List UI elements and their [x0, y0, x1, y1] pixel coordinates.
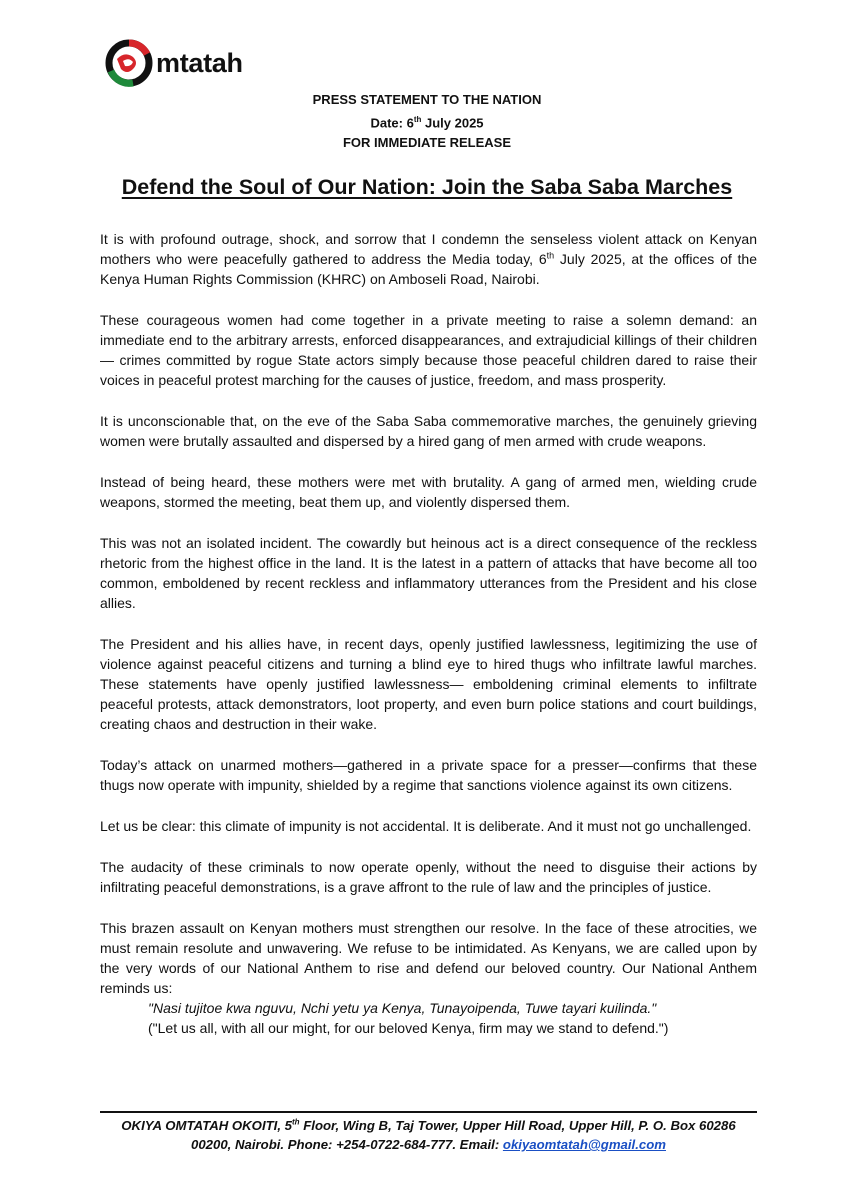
footer-line-1-sup: th [292, 1117, 300, 1127]
statement-body [100, 229, 757, 1038]
header-date-suffix: July 2025 [421, 115, 484, 131]
paragraph-10: This brazen assault on Kenyan mothers must strengthen our resolve. In the face of these atrocities, we must remain resolute and unwavering. We refuse to be intimidated. As Kenyans, we are called upon by the very words of our National Anthem to rise and defend our beloved country. Our National Anthem reminds us: [100, 920, 757, 996]
paragraph-3: It is unconscionable that, on the eve of the Saba Saba commemorative marches, the genuinely grieving women were brutally assaulted and dispersed by a hired gang of men armed with crude weapons. [100, 413, 757, 449]
paragraph-6: The President and his allies have, in recent days, openly justified lawlessness, legitimizing the use of violence against peaceful citizens and turning a blind eye to hired thugs who infiltrate lawful marches. These statements have openly justified lawlessness— emboldening criminal elements to infiltrate peaceful protests, attack demonstrators, loot property, and even burn police stations and court buildings, creating chaos and destruction in their wake. [100, 636, 757, 732]
header-date-prefix: Date: 6 [370, 115, 414, 131]
footer-line-1-b: Floor, Wing B, Taj Tower, Upper Hill Road, Upper Hill, P. O. Box 60286 [299, 1118, 736, 1133]
footer-address [100, 1116, 757, 1135]
page-title: Defend the Soul of Our Nation: Join the Saba Saba Marches [121, 175, 733, 199]
paragraph-2: These courageous women had come together in a private meeting to raise a solemn demand: an immediate end to the arbitrary arrests, enforced disappearances, and extrajudicial killings of their children — crimes committed by rogue State actors simply because those peaceful children dared to raise their voices in peaceful protest marching for the causes of justice, freedom, and mass prosperity. [100, 312, 757, 388]
footer-line-1-a: OKIYA OMTATAH OKOITI, 5 [121, 1118, 292, 1133]
footer-phone-email [100, 1135, 757, 1154]
paragraph-1 [100, 229, 757, 289]
paragraph-9: The audacity of these criminals to now operate openly, without the need to disguise their actions by infiltrating peaceful demonstrations, is a grave affront to the rule of law and the principles of justice. [100, 859, 757, 895]
header-date-sup: th [413, 115, 422, 124]
paragraph-1-part-a: It is with profound outrage, shock, and sorrow that I condemn the senseless violent attack on Kenyan mothers who were peacefully gathered to address the Media today, 6 [100, 231, 757, 267]
paragraph-1-sup: th [546, 250, 555, 261]
logo [103, 37, 243, 89]
footer-line-2: 00200, Nairobi. Phone: +254-0722-684-777. Email: [191, 1137, 503, 1152]
footer-divider [100, 1111, 757, 1113]
anthem-swahili: "Nasi tujitoe kwa nguvu, Nchi yetu ya Kenya, Tunayoipenda, Tuwe tayari kuilinda." [148, 1000, 657, 1016]
paragraph-1-part-b: July 2025, at the offices of the Kenya Human Rights Commission (KHRC) on Amboseli Road, Nairobi. [100, 251, 758, 287]
logo-emblem-icon [103, 37, 155, 89]
paragraph-4: Instead of being heard, these mothers were met with brutality. A gang of armed men, wielding crude weapons, stormed the meeting, beat them up, and violently dispersed them. [100, 474, 757, 510]
paragraph-8: Let us be clear: this climate of impunity is not accidental. It is deliberate. And it must not go unchallenged. [100, 818, 752, 834]
paragraph-5: This was not an isolated incident. The cowardly but heinous act is a direct consequence of the reckless rhetoric from the highest office in the land. It is the latest in a pattern of attacks that have become all too common, emboldened by recent reckless and inflammatory utterances from the President and his close allies. [100, 535, 757, 611]
logo-text: mtatah [156, 47, 243, 78]
anthem-english: ("Let us all, with all our might, for our beloved Kenya, firm may we stand to defend.") [148, 1020, 669, 1036]
press-header [0, 90, 854, 153]
header-date [0, 110, 854, 133]
header-line-3: FOR IMMEDIATE RELEASE [342, 135, 512, 151]
email-link[interactable]: okiyaomtatah@gmail.com [502, 1137, 666, 1152]
footer-contact [100, 1116, 757, 1154]
paragraph-7: Today’s attack on unarmed mothers—gathered in a private space for a presser—confirms that these thugs now operate with impunity, shielded by a regime that sanctions violence against its own citizens. [100, 757, 757, 793]
header-line-1: PRESS STATEMENT TO THE NATION [312, 92, 542, 107]
